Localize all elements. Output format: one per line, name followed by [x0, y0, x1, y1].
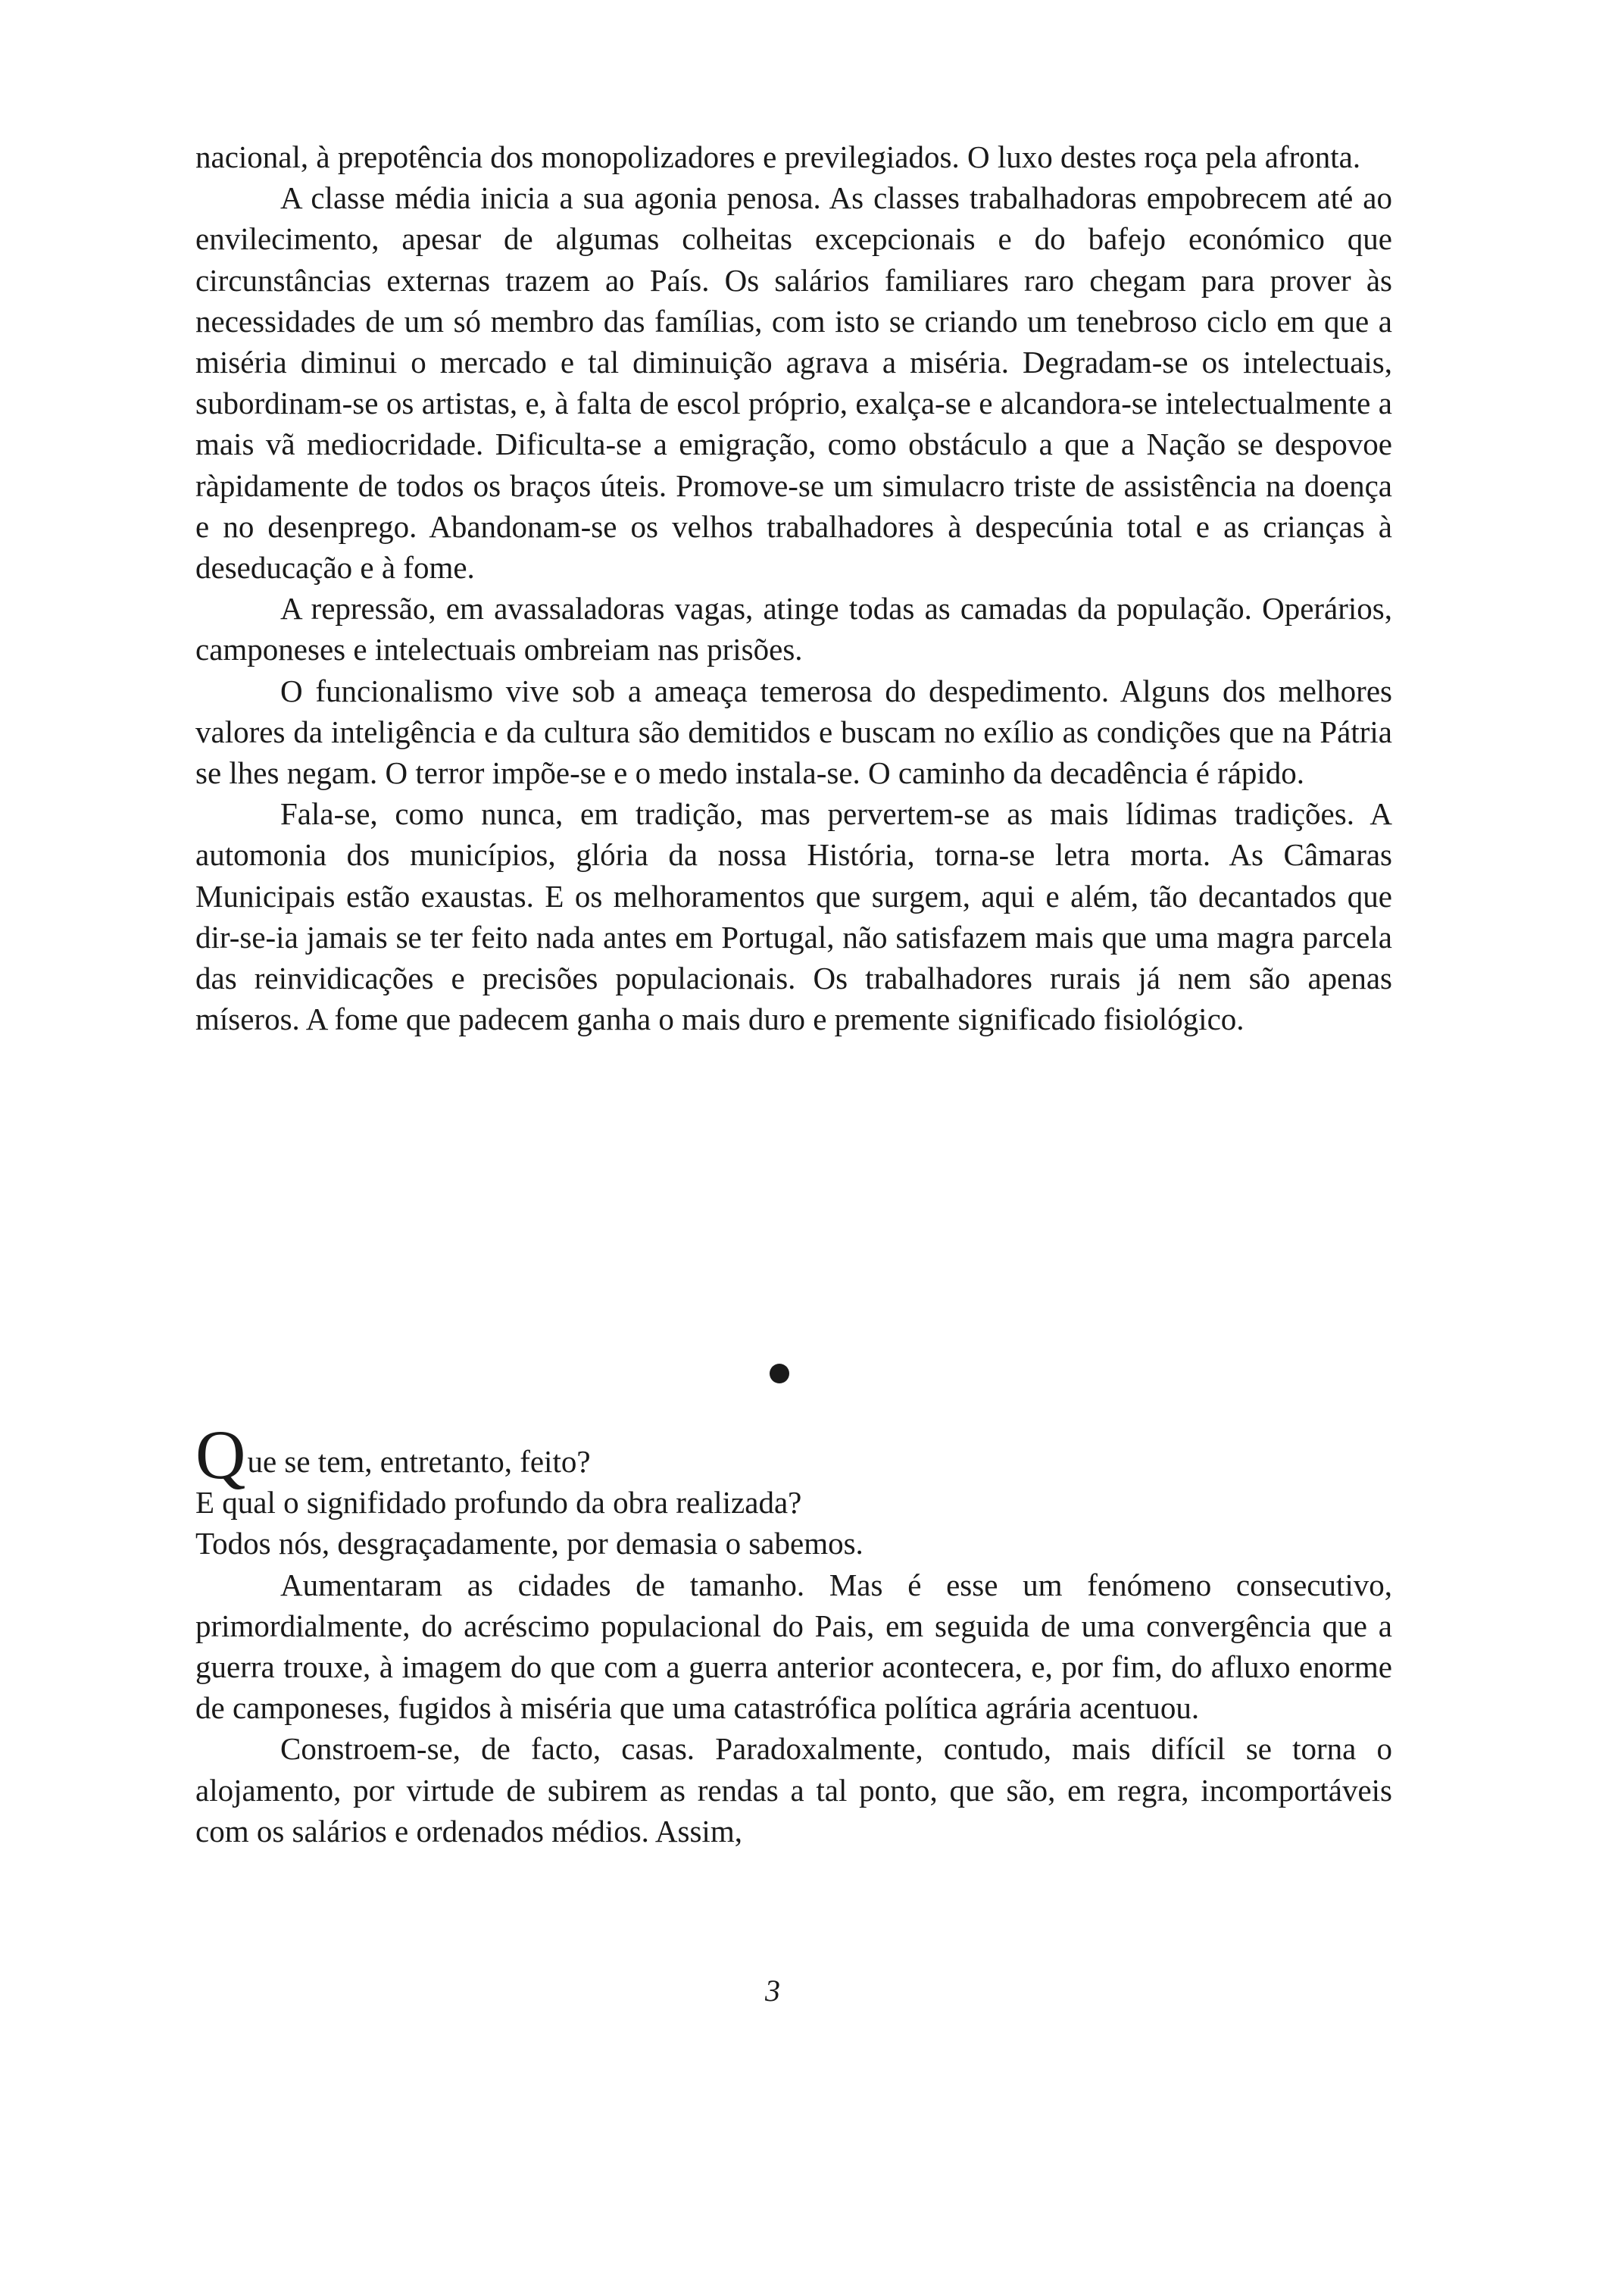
page-body-top [195, 136, 1392, 1039]
drop-cap-letter: Q [195, 1416, 246, 1493]
opening-question [195, 1416, 1392, 1493]
paragraph-continuation: nacional, à prepotência dos monopolizadores e previlegiados. O luxo destes roça pela afronta. [195, 139, 1361, 174]
second-question: E qual o signifidado profundo da obra realizada? [195, 1485, 802, 1521]
answer-line: Todos nós, desgraçadamente, por demasia o sabemos. [195, 1526, 864, 1561]
page-body-bottom [195, 1416, 1392, 1852]
page-number: 3 [765, 1974, 780, 2008]
paragraph-repressao: A repressão, em avassaladoras vagas, atinge todas as camadas da população. Operários, camponeses e intelectuais ombreiam nas prisões. [195, 591, 1392, 667]
paragraph-casas: Constroem-se, de facto, casas. Paradoxalmente, contudo, mais difícil se torna o alojamento, por virtude de subirem as rendas a tal ponto, que são, em regra, incomportáveis com os salários e ordenados médios. Assim, [195, 1731, 1392, 1849]
paragraph-funcionalismo: O funcionalismo vive sob a ameaça temerosa do despedimento. Alguns dos melhores valores da inteligência e da cultura são demitidos e buscam no exílio as condições que na Pátria se lhes negam. O terror impõe-se e o medo instala-se. O caminho da decadência é rápido. [195, 673, 1392, 791]
paragraph-cidades: Aumentaram as cidades de tamanho. Mas é esse um fenómeno consecutivo, primordialmente, do acréscimo populacional do Pais, em seguida de uma convergência que a guerra trouxe, à imagem do que com a guerra anterior acontecera, e, por fim, do afluxo enorme de camponeses, fugidos à miséria que uma catastrófica política agrária acentuou. [195, 1567, 1392, 1726]
paragraph-tradicao: Fala-se, como nunca, em tradição, mas pervertem-se as mais lídimas tradições. A automonia dos municípios, glória da nossa História, torna-se letra morta. As Câmaras Municipais estão exaustas. E os melhoramentos que surgem, aqui e além, tão decantados que dir-se-ia jamais se ter feito nada antes em Portugal, não satisfazem mais que uma magra parcela das reinvidicações e precisões populacionais. Os trabalhadores rurais já nem são apenas míseros. A fome que padecem ganha o mais duro e premente significado fisiológico. [195, 796, 1392, 1037]
section-separator-dot [770, 1364, 789, 1383]
paragraph-classe-media: A classe média inicia a sua agonia penosa. As classes trabalhadoras empobrecem até ao envilecimento, apesar de algumas colheitas excepcionais e do bafejo económico que circunstâncias externas trazem ao País. Os salários familiares raro chegam para prover às necessidades de um só membro das famílias, com isto se criando um tenebroso ciclo em que a miséria diminui o mercado e tal diminuição agrava a miséria. Degradam-se os intelectuais, subordinam-se os artistas, e, à falta de escol próprio, exalça-se e alcandora-se intelectualmente a mais vã mediocridade. Dificulta-se a emigração, como obstáculo a que a Nação se despovoe ràpidamente de todos os braços úteis. Promove-se um simulacro triste de assistência na doença e no desenprego. Abandonam-se os velhos trabalhadores à despecúnia total e as crianças à deseducação e à fome. [195, 180, 1392, 586]
opening-question-text: ue se tem, entretanto, feito? [247, 1444, 591, 1479]
